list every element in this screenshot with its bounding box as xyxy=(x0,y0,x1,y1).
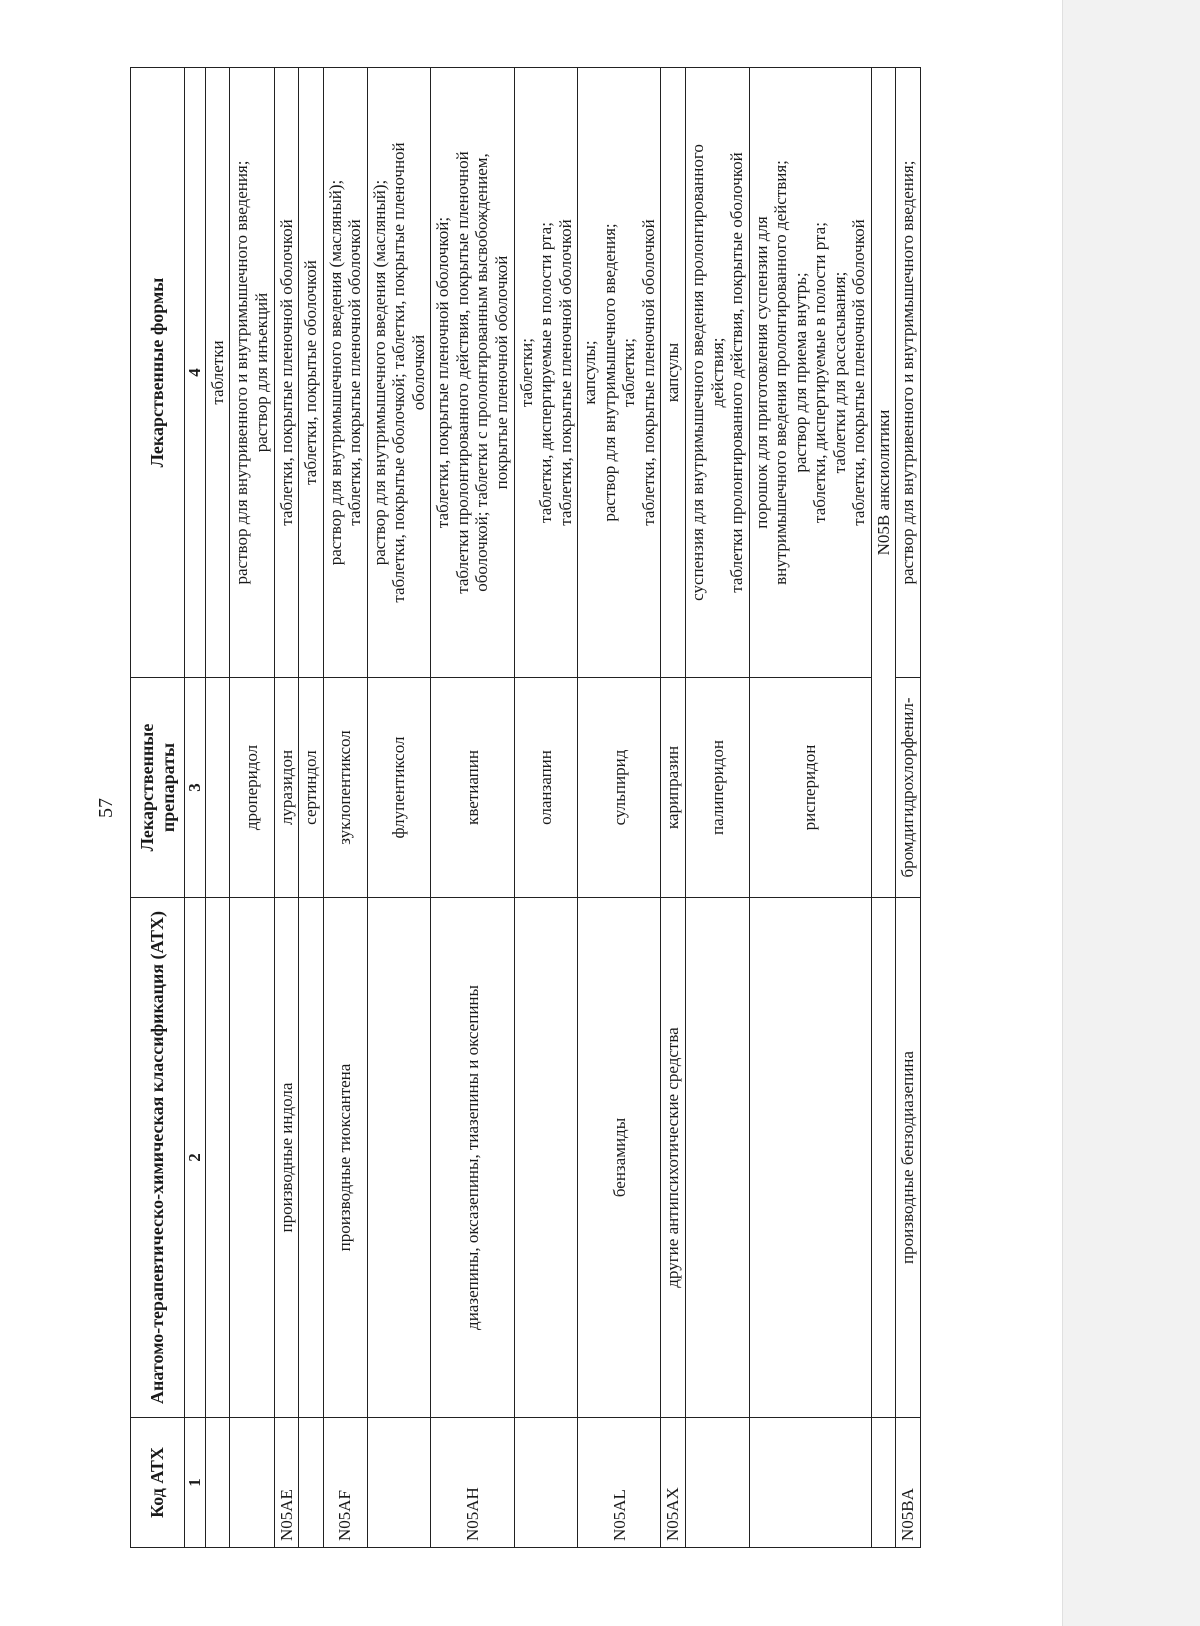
dosage-forms-cell xyxy=(205,68,230,678)
atx-drug-table xyxy=(130,67,921,1548)
table-row xyxy=(431,68,514,1548)
dosage-form-line: раствор для внутривенного и внутримышечного введения; xyxy=(232,160,252,585)
dosage-form-line: раствор для внутримышечного введения (масляный); xyxy=(369,179,389,566)
dosage-form-line: таблетки; xyxy=(619,338,639,407)
atx-code-cell xyxy=(685,1418,749,1548)
drug-name-cell: сертиндол xyxy=(299,678,324,898)
atx-code-cell xyxy=(749,1418,871,1548)
dosage-forms-cell xyxy=(749,68,871,678)
header-drugs: Лекарственные препараты xyxy=(131,678,185,898)
dosage-form-line: раствор для внутримышечного введения (масляный); xyxy=(325,179,345,566)
table-row xyxy=(749,68,871,1548)
atx-class-cell xyxy=(749,898,871,1418)
empty-cell xyxy=(871,898,896,1418)
rotated-document-page xyxy=(88,68,1038,1548)
dosage-forms-cell xyxy=(274,68,299,678)
section-row xyxy=(871,68,896,1548)
table-row xyxy=(685,68,749,1548)
dosage-forms-cell xyxy=(323,68,367,678)
dosage-form-line: раствор для внутривенного и внутримышечного введения; xyxy=(898,160,918,585)
dosage-form-line: таблетки xyxy=(207,340,227,405)
atx-code-cell: N05AL xyxy=(578,1418,661,1548)
column-number: 1 xyxy=(185,1418,206,1548)
dosage-forms-cell xyxy=(514,68,578,678)
dosage-forms-cell xyxy=(230,68,274,678)
drug-name-cell: кветиапин xyxy=(431,678,514,898)
dosage-form-line: действия; xyxy=(707,337,727,408)
header-atx-classification: Анатомо-терапевтическо-химическая классификация (АТХ) xyxy=(131,898,185,1418)
atx-class-cell: производные тиоксантена xyxy=(323,898,367,1418)
atx-class-cell: производные индола xyxy=(274,898,299,1418)
header-atx-code: Код АТХ xyxy=(131,1418,185,1548)
table-row xyxy=(661,68,686,1548)
table-row xyxy=(274,68,299,1548)
column-number-row xyxy=(185,68,206,1548)
dosage-form-line: таблетки пролонгированного действия, покрытые пленочной xyxy=(452,151,472,594)
dosage-form-line: таблетки, покрытые пленочной оболочкой xyxy=(849,219,869,526)
atx-class-cell: другие антипсихотические средства xyxy=(661,898,686,1418)
table-body xyxy=(205,68,920,1548)
dosage-forms-cell xyxy=(661,68,686,678)
table-row xyxy=(896,68,921,1548)
dosage-form-line: таблетки, покрытые пленочной оболочкой xyxy=(345,219,365,526)
atx-class-cell xyxy=(299,898,324,1418)
table-row xyxy=(230,68,274,1548)
dosage-forms-cell xyxy=(299,68,324,678)
dosage-form-line: таблетки, диспергируемые в полости рта; xyxy=(536,222,556,523)
dosage-form-line: капсулы xyxy=(663,342,683,403)
atx-class-cell: бензамиды xyxy=(578,898,661,1418)
dosage-forms-cell xyxy=(685,68,749,678)
viewer-sidebar-strip xyxy=(1062,0,1200,1626)
drug-name-cell: палиперидон xyxy=(685,678,749,898)
atx-class-cell xyxy=(230,898,274,1418)
drug-name-cell xyxy=(205,678,230,898)
atx-class-cell: диазепины, оксазепины, тиазепины и оксепины xyxy=(431,898,514,1418)
header-dosage-forms: Лекарственные формы xyxy=(131,68,185,678)
atx-code-cell: N05AE xyxy=(274,1418,299,1548)
dosage-form-line: таблетки; xyxy=(516,338,536,407)
dosage-form-line: оболочкой; таблетки с пролонгированным высвобождением, xyxy=(472,153,492,592)
atx-code-cell xyxy=(367,1418,431,1548)
table-row xyxy=(299,68,324,1548)
atx-code-cell: N05BA xyxy=(896,1418,921,1548)
dosage-forms-cell xyxy=(896,68,921,678)
atx-code-cell xyxy=(299,1418,324,1548)
atx-code-cell: N05AX xyxy=(661,1418,686,1548)
atx-class-cell xyxy=(514,898,578,1418)
drug-name-cell: дроперидол xyxy=(230,678,274,898)
drug-name-cell: бромдигидрохлорфенил- xyxy=(896,678,921,898)
dosage-form-line: таблетки для рассасывания; xyxy=(829,271,849,474)
table-header-row xyxy=(131,68,185,1548)
dosage-form-line: таблетки, покрытые пленочной оболочкой xyxy=(638,219,658,526)
dosage-form-line: оболочкой xyxy=(408,334,428,411)
drug-name-cell: зуклопентиксол xyxy=(323,678,367,898)
dosage-form-line: таблетки, покрытые пленочной оболочкой xyxy=(276,219,296,526)
empty-cell xyxy=(871,1418,896,1548)
dosage-form-line: внутримышечного введения пролонгированного действия; xyxy=(771,160,791,585)
dosage-forms-cell xyxy=(578,68,661,678)
dosage-form-line: суспензия для внутримышечного введения пролонгированного xyxy=(687,144,707,601)
atx-class-cell xyxy=(367,898,431,1418)
column-number: 3 xyxy=(185,678,206,898)
atx-code-cell xyxy=(514,1418,578,1548)
table-row xyxy=(323,68,367,1548)
drug-name-cell: рисперидон xyxy=(749,678,871,898)
dosage-form-line: капсулы; xyxy=(580,340,600,405)
dosage-form-line: таблетки пролонгированного действия, покрытые оболочкой xyxy=(727,152,747,593)
dosage-form-line: таблетки, покрытые оболочкой xyxy=(301,260,321,485)
dosage-form-line: таблетки, покрытые пленочной оболочкой xyxy=(555,219,575,526)
drug-name-cell: карипразин xyxy=(661,678,686,898)
table-row xyxy=(205,68,230,1548)
page-number: 57 xyxy=(95,798,117,818)
dosage-forms-cell xyxy=(367,68,431,678)
section-title: N05B анксиолитики xyxy=(871,68,896,898)
dosage-form-line: раствор для инъекций xyxy=(252,292,272,453)
column-number: 2 xyxy=(185,898,206,1418)
table-row xyxy=(578,68,661,1548)
column-number: 4 xyxy=(185,68,206,678)
atx-code-cell xyxy=(230,1418,274,1548)
drug-name-cell: флупентиксол xyxy=(367,678,431,898)
drug-name-cell: оланзапин xyxy=(514,678,578,898)
atx-code-cell: N05AF xyxy=(323,1418,367,1548)
dosage-form-line: покрытые пленочной оболочкой xyxy=(492,255,512,490)
dosage-form-line: таблетки, диспергируемые в полости рта; xyxy=(810,222,830,523)
table-row xyxy=(514,68,578,1548)
dosage-form-line: порошок для приготовления суспензии для xyxy=(751,216,771,529)
dosage-form-line: таблетки, покрытые пленочной оболочкой; xyxy=(433,216,453,529)
dosage-form-line: раствор для приема внутрь; xyxy=(790,272,810,473)
atx-class-cell: производные бензодиазепина xyxy=(896,898,921,1418)
atx-class-cell xyxy=(205,898,230,1418)
dosage-form-line: таблетки, покрытые оболочкой; таблетки, покрытые пленочной xyxy=(389,142,409,603)
atx-code-cell: N05AH xyxy=(431,1418,514,1548)
atx-class-cell xyxy=(685,898,749,1418)
atx-code-cell xyxy=(205,1418,230,1548)
drug-name-cell: сульпирид xyxy=(578,678,661,898)
table-row xyxy=(367,68,431,1548)
dosage-forms-cell xyxy=(431,68,514,678)
dosage-form-line: раствор для внутримышечного введения; xyxy=(599,223,619,522)
drug-name-cell: луразидон xyxy=(274,678,299,898)
